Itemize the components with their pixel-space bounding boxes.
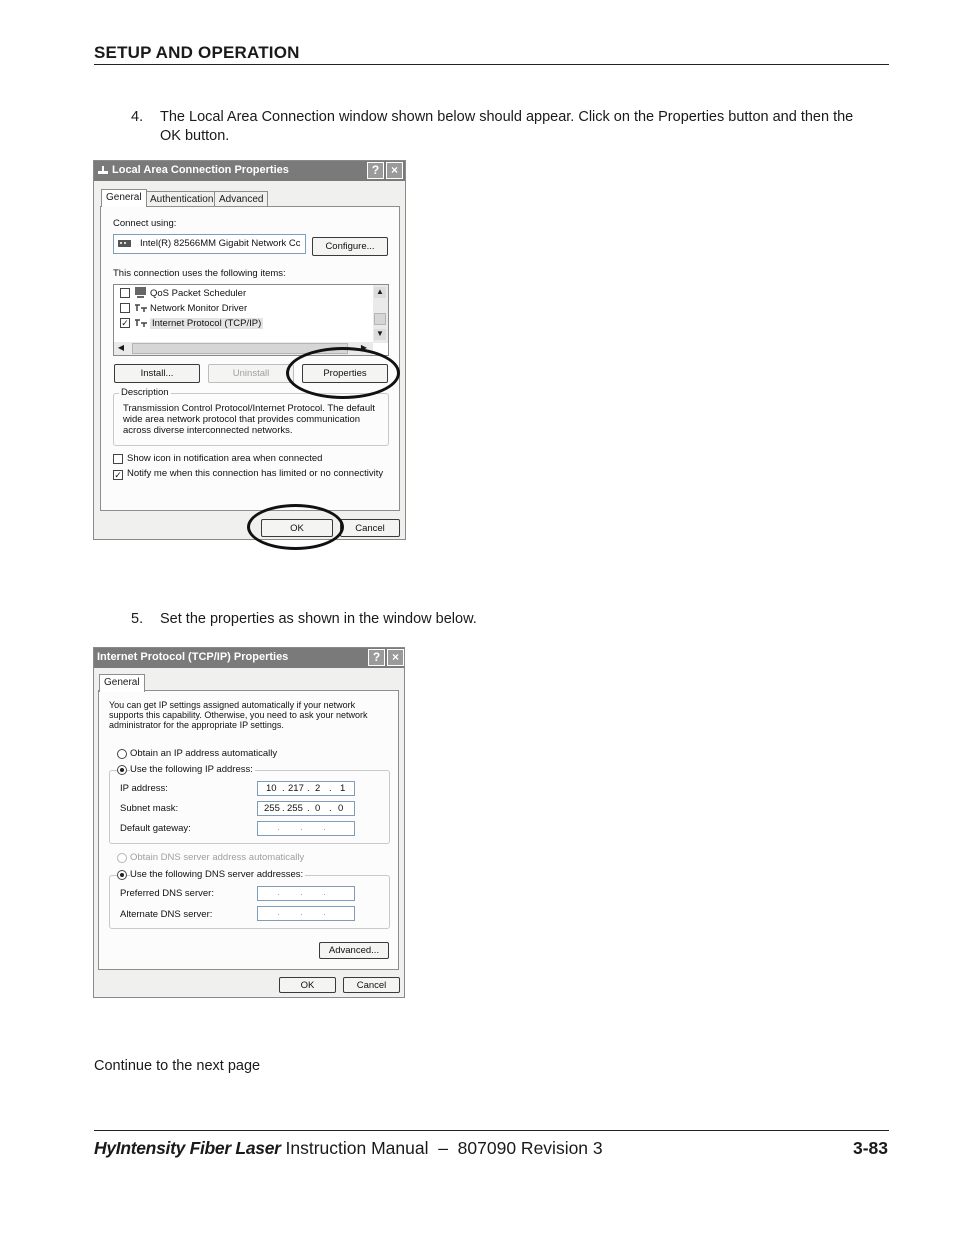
ip-dot: . [307,803,310,814]
alternate-dns-field[interactable]: . . . [257,906,355,921]
use-dns-label: Use the following DNS server addresses: [130,869,304,880]
footer-doc-info: Instruction Manual – 807090 Revision 3 [280,1138,603,1158]
help-button[interactable]: ? [367,162,384,179]
preferred-dns-label: Preferred DNS server: [120,888,214,899]
close-button[interactable]: × [387,649,404,666]
ip-dot: . [329,783,332,794]
item-label: QoS Packet Scheduler [150,288,247,299]
item-label: Network Monitor Driver [150,303,248,314]
obtain-dns-label: Obtain DNS server address automatically [130,852,305,863]
ip-octet: 1 [340,783,346,794]
horizontal-scrollbar[interactable] [114,342,373,355]
obtain-ip-label: Obtain an IP address automatically [130,748,278,759]
gateway-field[interactable]: . . . [257,821,355,836]
intro-text: You can get IP settings assigned automatically if your network supports this capability. Otherwise, you need to ask your network administrator for the appropriate IP settings. [109,700,368,730]
step-4 [131,108,891,148]
step-number: 5. [131,611,144,627]
page-number: 3-83 [852,1138,888,1158]
ip-octet: 255 [264,803,280,814]
network-icon [97,165,109,176]
ip-octet: 217 [288,783,304,794]
ip-dot: . [282,803,285,814]
notify-checkbox[interactable]: ✓ [114,470,122,480]
step-number: 4. [131,109,144,125]
tab-general[interactable]: General [99,674,145,692]
ip-octet: 0 [315,803,321,814]
advanced-button[interactable]: Advanced... [319,942,389,959]
use-ip-label: Use the following IP address: [130,764,253,775]
ip-address-label: IP address: [120,783,168,794]
alternate-dns-label: Alternate DNS server: [120,909,213,920]
ok-button[interactable]: OK [261,519,333,537]
section-title: SETUP AND OPERATION [94,43,300,62]
cancel-button[interactable]: Cancel [343,977,400,993]
step-5 [131,610,891,630]
show-icon-label: Show icon in notification area when connected [127,453,323,464]
hscroll-thumb[interactable] [132,343,348,354]
ip-octet: 255 [287,803,303,814]
notify-label: Notify me when this connection has limited or no connectivity [127,468,384,479]
network-card-icon [118,239,133,249]
adapter-name: Intel(R) 82566MM Gigabit Network Cc [140,238,301,249]
use-dns-radio[interactable] [117,870,127,880]
lan-properties-dialog [93,160,406,540]
scroll-down-icon[interactable]: ▼ [374,329,386,340]
item-label-selected: Internet Protocol (TCP/IP) [152,318,262,329]
ip-dot: . [329,803,332,814]
connect-using-label: Connect using: [113,218,177,229]
ip-dot: . [307,783,310,794]
help-button[interactable]: ? [368,649,385,666]
install-button[interactable]: Install... [114,364,200,383]
step-text: The Local Area Connection window shown below should appear. Click on the Properties button and then the [160,109,854,125]
obtain-ip-radio[interactable] [117,749,127,759]
dialog-titlebar [94,161,405,181]
obtain-dns-radio[interactable] [117,853,127,863]
ok-button[interactable]: OK [279,977,336,993]
protocol-icon [134,318,148,328]
cancel-button[interactable]: Cancel [340,519,400,537]
description-text: Transmission Control Protocol/Internet Protocol. The default wide area network protocol that provides communication across diverse interconnected networks. [123,403,375,436]
description-label: Description [121,387,169,398]
items-label: This connection uses the following items: [113,268,286,279]
vertical-scrollbar[interactable] [373,285,388,343]
item-checkbox-tcpip[interactable]: ✓ [121,318,129,328]
properties-button[interactable]: Properties [302,364,388,383]
step-text-cont: OK button. [160,128,230,144]
item-checkbox-qos[interactable] [120,288,130,298]
footer-brand: HyIntensity Fiber Laser [94,1138,281,1158]
item-checkbox-netmon[interactable] [120,303,130,313]
scroll-right-icon[interactable]: ▶ [360,343,368,352]
dialog-title: Internet Protocol (TCP/IP) Properties [97,651,289,663]
protocol-icon [134,303,148,313]
configure-button[interactable]: Configure... [312,237,388,256]
tab-advanced[interactable]: Advanced [214,191,268,207]
footer-rule [94,1130,889,1131]
ip-octet: 2 [315,783,321,794]
scroll-thumb[interactable] [374,313,386,325]
step-text: Set the properties as shown in the window below. [160,611,477,627]
ip-dot: . [282,783,285,794]
adapter-field [113,234,306,254]
ip-octet: 10 [266,783,277,794]
uninstall-button[interactable]: Uninstall [208,364,294,383]
dialog-titlebar [94,648,404,668]
ip-octet: 0 [338,803,344,814]
dialog-title: Local Area Connection Properties [112,164,289,176]
subnet-mask-label: Subnet mask: [120,803,179,814]
header-rule [94,64,889,65]
gateway-label: Default gateway: [120,823,191,834]
subnet-mask-field[interactable] [257,801,355,816]
scroll-up-icon[interactable]: ▲ [374,287,386,298]
close-button[interactable]: × [386,162,403,179]
show-icon-checkbox[interactable] [113,454,123,464]
use-ip-radio[interactable] [117,765,127,775]
continue-note: Continue to the next page [94,1058,261,1074]
ip-address-field[interactable] [257,781,355,796]
tcpip-properties-dialog [93,647,405,998]
qos-icon [134,287,148,299]
scroll-left-icon[interactable]: ◀ [117,343,125,352]
preferred-dns-field[interactable]: . . . [257,886,355,901]
footer-manual-title [94,1138,603,1159]
tab-authentication[interactable]: Authentication [145,191,218,207]
tab-general[interactable]: General [101,189,147,207]
